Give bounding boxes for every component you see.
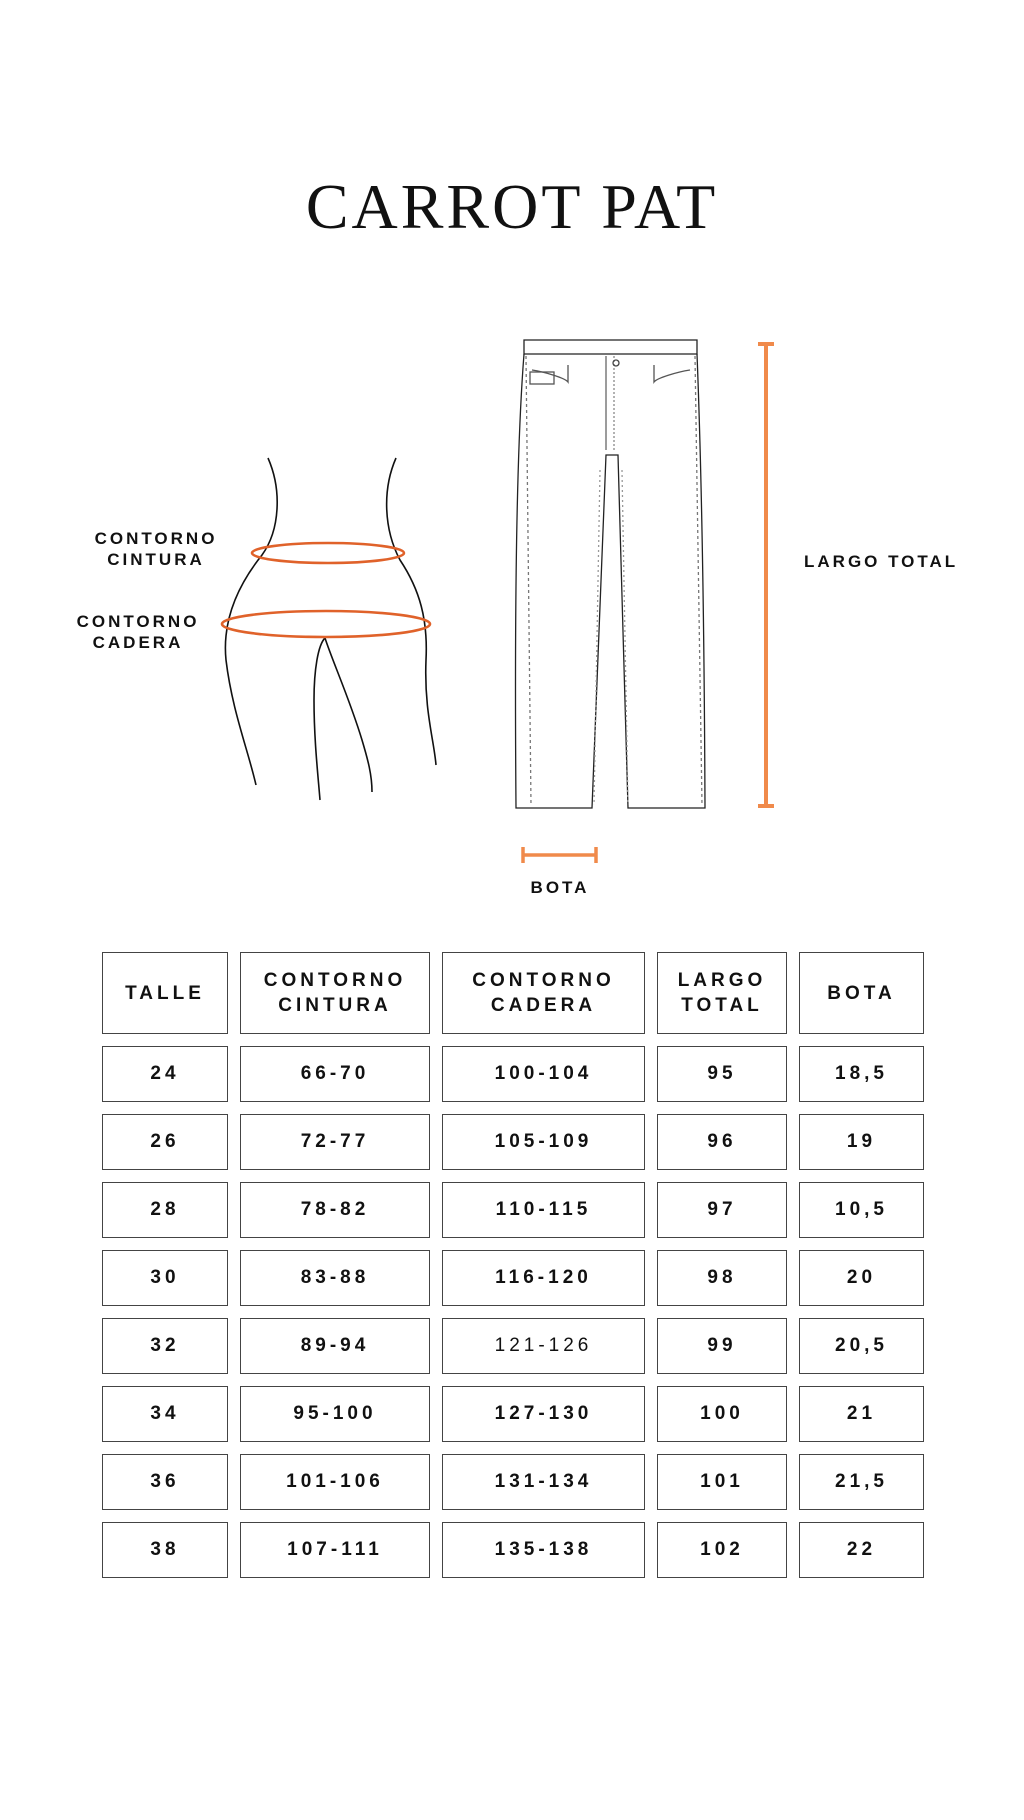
- table-row: [102, 1454, 924, 1510]
- waist-measure-icon: [252, 543, 404, 563]
- pants-icon: [515, 340, 705, 808]
- cell-largo: 101: [657, 1454, 787, 1510]
- size-table: [102, 952, 924, 1590]
- cell-cadera: 110-115: [442, 1182, 645, 1238]
- table-row: [102, 1114, 924, 1170]
- body-silhouette-icon: [225, 458, 436, 800]
- cell-largo: 96: [657, 1114, 787, 1170]
- page-title: CARROT PAT: [305, 171, 719, 242]
- label-bota: BOTA: [530, 878, 590, 897]
- cell-largo: 97: [657, 1182, 787, 1238]
- cell-cintura: 83-88: [240, 1250, 430, 1306]
- cell-largo: 102: [657, 1522, 787, 1578]
- header-bota: BOTA: [799, 952, 924, 1034]
- table-row: [102, 1250, 924, 1306]
- table-row: [102, 1522, 924, 1578]
- header-contorno-cadera: CONTORNO CADERA: [442, 952, 645, 1034]
- cell-bota: 21,5: [799, 1454, 924, 1510]
- table-row: [102, 1182, 924, 1238]
- cell-cadera: 105-109: [442, 1114, 645, 1170]
- cell-bota: 21: [799, 1386, 924, 1442]
- header-largo-total: LARGO TOTAL: [657, 952, 787, 1034]
- cell-largo: 98: [657, 1250, 787, 1306]
- header-contorno-cintura: CONTORNO CINTURA: [240, 952, 430, 1034]
- label-largo-total: LARGO TOTAL: [804, 552, 959, 571]
- header-talle: TALLE: [102, 952, 228, 1034]
- cell-bota: 19: [799, 1114, 924, 1170]
- cell-cadera: 131-134: [442, 1454, 645, 1510]
- label-contorno-cadera: CONTORNO CADERA: [76, 612, 200, 652]
- cell-talle: 38: [102, 1522, 228, 1578]
- cell-talle: 28: [102, 1182, 228, 1238]
- cell-bota: 22: [799, 1522, 924, 1578]
- cell-talle: 36: [102, 1454, 228, 1510]
- table-row: [102, 1318, 924, 1374]
- table-row: [102, 1386, 924, 1442]
- cell-bota: 10,5: [799, 1182, 924, 1238]
- cell-cintura: 72-77: [240, 1114, 430, 1170]
- cell-cintura: 101-106: [240, 1454, 430, 1510]
- cell-cadera: 127-130: [442, 1386, 645, 1442]
- length-measure-icon: [758, 344, 774, 806]
- cell-cintura: 107-111: [240, 1522, 430, 1578]
- table-row: [102, 1046, 924, 1102]
- hem-measure-icon: [523, 847, 596, 863]
- table-header-row: [102, 952, 924, 1034]
- cell-talle: 34: [102, 1386, 228, 1442]
- cell-largo: 100: [657, 1386, 787, 1442]
- cell-cintura: 89-94: [240, 1318, 430, 1374]
- cell-cadera: 121-126: [442, 1318, 645, 1374]
- cell-cadera: 135-138: [442, 1522, 645, 1578]
- cell-largo: 95: [657, 1046, 787, 1102]
- cell-cadera: 100-104: [442, 1046, 645, 1102]
- cell-talle: 26: [102, 1114, 228, 1170]
- label-contorno-cintura: CONTORNO CINTURA: [94, 529, 218, 569]
- cell-talle: 30: [102, 1250, 228, 1306]
- cell-cadera: 116-120: [442, 1250, 645, 1306]
- cell-cintura: 78-82: [240, 1182, 430, 1238]
- cell-largo: 99: [657, 1318, 787, 1374]
- cell-cintura: 66-70: [240, 1046, 430, 1102]
- cell-talle: 32: [102, 1318, 228, 1374]
- cell-bota: 20,5: [799, 1318, 924, 1374]
- cell-talle: 24: [102, 1046, 228, 1102]
- cell-cintura: 95-100: [240, 1386, 430, 1442]
- cell-bota: 18,5: [799, 1046, 924, 1102]
- cell-bota: 20: [799, 1250, 924, 1306]
- hip-measure-icon: [222, 611, 430, 637]
